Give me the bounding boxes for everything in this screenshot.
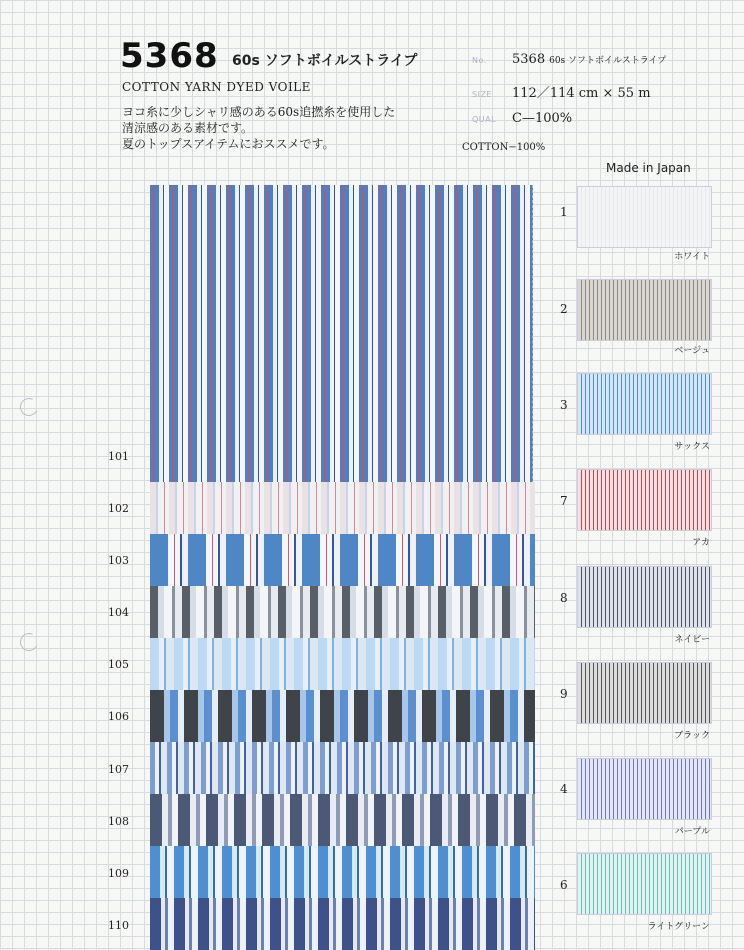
color-number: 6	[560, 878, 568, 892]
color-name: パープル	[674, 827, 710, 837]
color-number: 4	[560, 782, 568, 796]
band-label-108: 108	[108, 815, 129, 828]
color-name: ネイビー	[674, 635, 710, 645]
band-label-103: 103	[108, 554, 129, 567]
spec-row-size	[472, 82, 651, 101]
color-swatch-6	[577, 853, 712, 915]
band-label-104: 104	[108, 606, 129, 619]
fabric-band-103	[150, 534, 535, 586]
band-label-109: 109	[108, 867, 129, 880]
spec-size-value: 112／114 cm × 55 m	[512, 86, 651, 101]
color-number: 2	[560, 302, 568, 316]
color-number: 9	[560, 687, 568, 701]
cotton-note: COTTON−100%	[462, 142, 546, 153]
spec-no-label: No.	[472, 56, 487, 65]
spec-row-qual	[472, 111, 572, 126]
binder-hole-icon	[17, 630, 40, 653]
spec-qual-label: QUAL	[472, 115, 497, 124]
binder-hole-icon	[17, 395, 40, 418]
fabric-band-105	[150, 638, 535, 690]
made-in-label: Made in Japan	[606, 161, 691, 175]
color-name: ホワイト	[674, 252, 710, 262]
band-label-107: 107	[108, 763, 129, 776]
product-code: 5368	[120, 36, 219, 76]
color-name: ライトグリーン	[647, 922, 710, 932]
product-description: ヨコ糸に少しシャリ感のある60s追撚糸を使用した 清涼感のある素材です。 夏のトップスアイテムにおススメです。	[122, 105, 396, 151]
color-swatch-2	[577, 279, 712, 341]
band-label-110: 110	[108, 919, 129, 932]
color-number: 7	[560, 494, 568, 508]
band-label-105: 105	[108, 658, 129, 671]
spec-no-value: 5368	[512, 52, 546, 67]
spec-row-no	[472, 52, 666, 67]
color-number: 3	[560, 398, 568, 412]
fabric-band-106	[150, 690, 535, 742]
product-title-jp: 60s ソフトボイルストライプ	[232, 53, 418, 69]
fabric-band-109	[150, 846, 535, 898]
fabric-band-107	[150, 742, 535, 794]
color-swatch-9	[577, 662, 712, 724]
band-label-101: 101	[108, 450, 129, 463]
color-number: 1	[560, 205, 568, 219]
spec-qual-value: C—100%	[512, 111, 573, 126]
color-name: アカ	[692, 538, 710, 548]
fabric-band-102	[150, 482, 535, 534]
color-swatch-7	[577, 469, 712, 531]
color-number: 8	[560, 591, 568, 605]
color-swatch-8	[577, 566, 712, 628]
fabric-band-110	[150, 898, 535, 950]
color-name: ブラック	[674, 731, 710, 741]
color-swatch-3	[577, 373, 712, 435]
color-name: ベージュ	[674, 346, 710, 356]
color-swatch-1	[577, 186, 712, 248]
band-label-106: 106	[108, 710, 129, 723]
fabric-band-104	[150, 586, 535, 638]
color-name: サックス	[674, 442, 710, 452]
fabric-band-108	[150, 794, 535, 846]
color-swatch-4	[577, 758, 712, 820]
spec-no-sub: 60s ソフトボイルストライプ	[549, 56, 667, 66]
product-title-en: COTTON YARN DYED VOILE	[122, 80, 311, 94]
spec-size-label: SIZE	[472, 90, 492, 99]
band-label-102: 102	[108, 502, 129, 515]
